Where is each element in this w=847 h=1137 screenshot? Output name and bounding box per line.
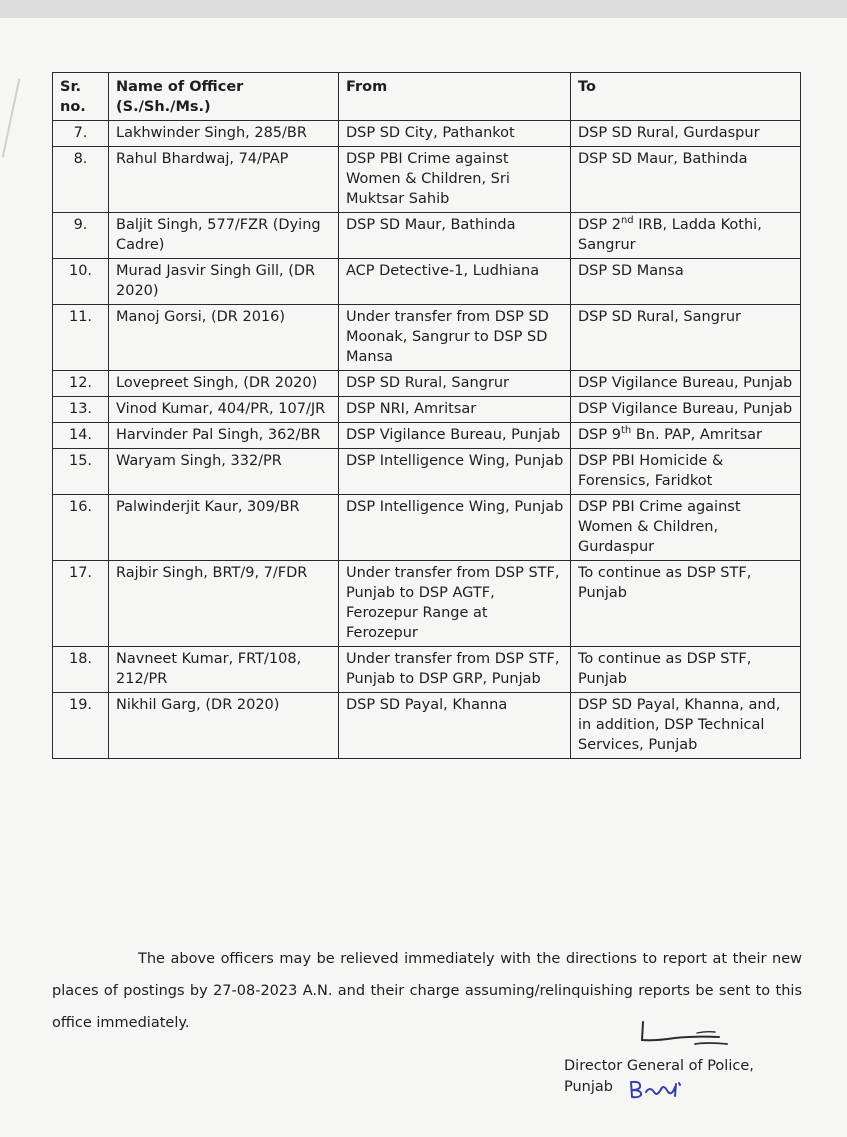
to-cell: DSP SD Payal, Khanna, and, in addition, DSP Technical Services, Punjab — [571, 693, 801, 759]
table-row — [53, 423, 801, 449]
officer-name-cell: Vinod Kumar, 404/PR, 107/JR — [109, 397, 339, 423]
header-to: To — [571, 73, 801, 121]
to-text: DSP 9 — [578, 427, 621, 443]
from-cell: DSP SD City, Pathankot — [339, 121, 571, 147]
ordinal-suffix: th — [620, 425, 632, 437]
officer-name-cell: Waryam Singh, 332/PR — [109, 449, 339, 495]
officer-name-cell: Nikhil Garg, (DR 2020) — [109, 693, 339, 759]
sr-no-cell: 11. — [53, 305, 109, 371]
sr-no-cell: 9. — [53, 213, 109, 259]
handwritten-initials — [628, 1078, 684, 1100]
table-row — [53, 147, 801, 213]
table-row — [53, 121, 801, 147]
from-cell: DSP Vigilance Bureau, Punjab — [339, 423, 571, 449]
table-row — [53, 305, 801, 371]
header-sr-no: Sr. no. — [53, 73, 109, 121]
to-cell: DSP Vigilance Bureau, Punjab — [571, 397, 801, 423]
signatory-place: Punjab — [564, 1079, 613, 1095]
to-cell: DSP Vigilance Bureau, Punjab — [571, 371, 801, 397]
to-cell: To continue as DSP STF, Punjab — [571, 647, 801, 693]
sr-no-cell: 8. — [53, 147, 109, 213]
officer-name-cell: Murad Jasvir Singh Gill, (DR 2020) — [109, 259, 339, 305]
officer-name-cell: Baljit Singh, 577/FZR (Dying Cadre) — [109, 213, 339, 259]
table-row — [53, 371, 801, 397]
from-cell: DSP PBI Crime against Women & Children, Sri Muktsar Sahib — [339, 147, 571, 213]
from-cell: DSP SD Maur, Bathinda — [339, 213, 571, 259]
table-header-row — [53, 73, 801, 121]
sr-no-cell: 18. — [53, 647, 109, 693]
to-text: Bn. PAP, Amritsar — [631, 427, 763, 443]
table-row — [53, 495, 801, 561]
to-cell: DSP SD Maur, Bathinda — [571, 147, 801, 213]
from-cell: DSP NRI, Amritsar — [339, 397, 571, 423]
to-cell: DSP PBI Crime against Women & Children, Gurdaspur — [571, 495, 801, 561]
from-cell: DSP SD Rural, Sangrur — [339, 371, 571, 397]
table-row — [53, 397, 801, 423]
sr-no-cell: 7. — [53, 121, 109, 147]
to-cell: DSP SD Rural, Gurdaspur — [571, 121, 801, 147]
table-row — [53, 259, 801, 305]
ordinal-suffix: nd — [620, 215, 634, 227]
top-shadow-band — [0, 0, 847, 18]
officer-name-cell: Rahul Bhardwaj, 74/PAP — [109, 147, 339, 213]
officer-name-cell: Lovepreet Singh, (DR 2020) — [109, 371, 339, 397]
to-cell: DSP SD Mansa — [571, 259, 801, 305]
to-text: IRB, Ladda Kothi, Sangrur — [578, 217, 762, 253]
table-row — [53, 693, 801, 759]
officer-name-cell: Lakhwinder Singh, 285/BR — [109, 121, 339, 147]
sr-no-cell: 16. — [53, 495, 109, 561]
header-officer-name: Name of Officer (S./Sh./Ms.) — [109, 73, 339, 121]
officer-name-cell: Manoj Gorsi, (DR 2016) — [109, 305, 339, 371]
from-cell: Under transfer from DSP STF, Punjab to DSP AGTF, Ferozepur Range at Ferozepur — [339, 561, 571, 647]
sr-no-cell: 19. — [53, 693, 109, 759]
postings-table — [52, 72, 801, 759]
sr-no-cell: 10. — [53, 259, 109, 305]
sr-no-cell: 17. — [53, 561, 109, 647]
sr-no-cell: 14. — [53, 423, 109, 449]
to-cell — [571, 213, 801, 259]
table-row — [53, 213, 801, 259]
from-cell: DSP Intelligence Wing, Punjab — [339, 449, 571, 495]
from-cell: DSP SD Payal, Khanna — [339, 693, 571, 759]
table-row — [53, 561, 801, 647]
officer-name-cell: Rajbir Singh, BRT/9, 7/FDR — [109, 561, 339, 647]
sr-no-cell: 12. — [53, 371, 109, 397]
officer-name-cell: Navneet Kumar, FRT/108, 212/PR — [109, 647, 339, 693]
officer-name-cell: Palwinderjit Kaur, 309/BR — [109, 495, 339, 561]
to-cell: DSP PBI Homicide & Forensics, Faridkot — [571, 449, 801, 495]
sr-no-cell: 13. — [53, 397, 109, 423]
sr-no-cell: 15. — [53, 449, 109, 495]
to-text: DSP 2 — [578, 217, 621, 233]
officer-name-cell: Harvinder Pal Singh, 362/BR — [109, 423, 339, 449]
from-cell: Under transfer from DSP SD Moonak, Sangrur to DSP SD Mansa — [339, 305, 571, 371]
from-cell: Under transfer from DSP STF, Punjab to DSP GRP, Punjab — [339, 647, 571, 693]
table-row — [53, 647, 801, 693]
to-cell: To continue as DSP STF, Punjab — [571, 561, 801, 647]
to-cell — [571, 423, 801, 449]
signature-scribble — [635, 1020, 735, 1050]
closing-text: The above officers may be relieved immediately with the directions to report at their new places of postings by 27-08-2023 A.N. and their charge assuming/relinquishing reports be sent to this office immediately. — [52, 950, 802, 1031]
header-from: From — [339, 73, 571, 121]
from-cell: ACP Detective-1, Ludhiana — [339, 259, 571, 305]
from-cell: DSP Intelligence Wing, Punjab — [339, 495, 571, 561]
table-row — [53, 449, 801, 495]
signatory-title: Director General of Police, — [564, 1058, 754, 1074]
to-cell: DSP SD Rural, Sangrur — [571, 305, 801, 371]
